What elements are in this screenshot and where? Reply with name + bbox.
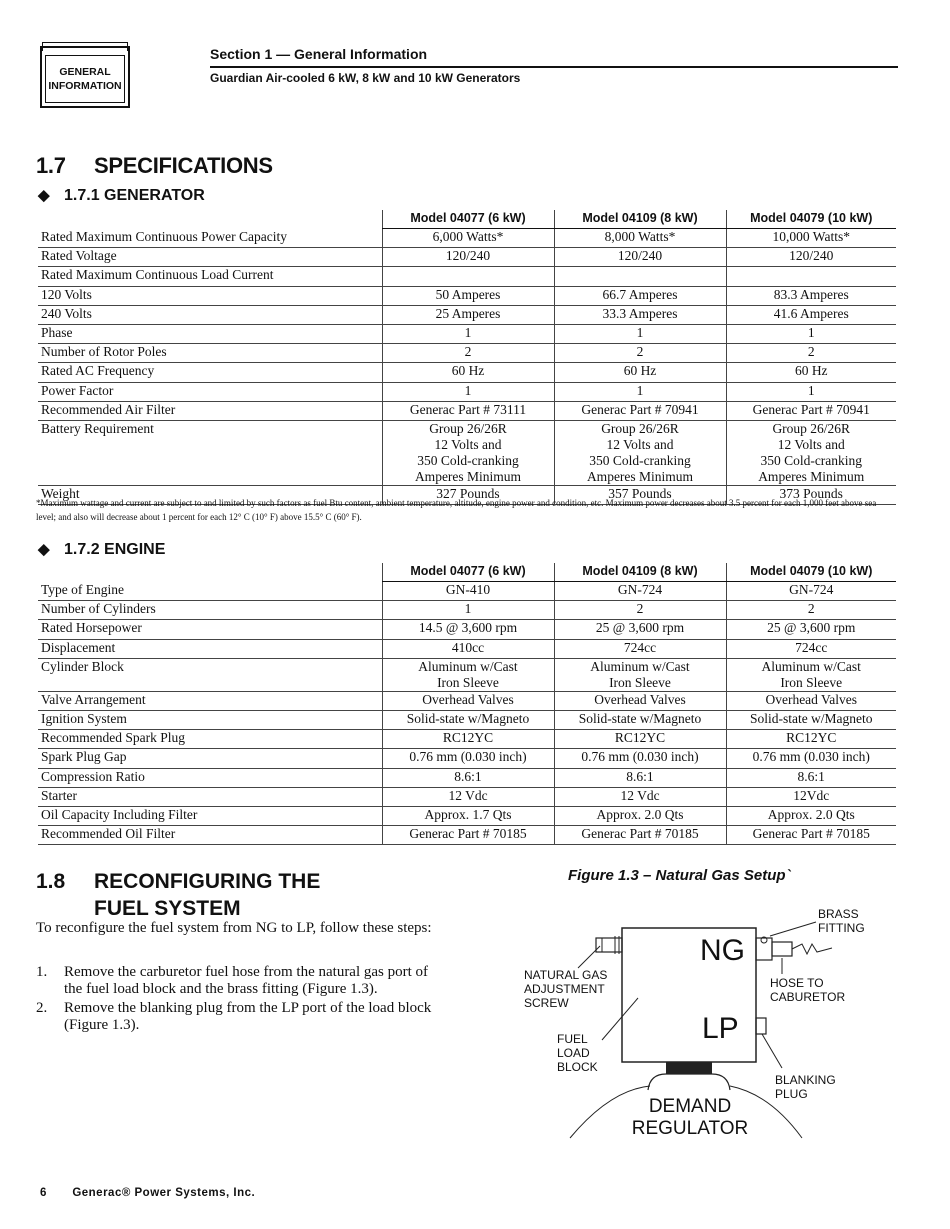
row-value: 12Vdc <box>726 787 896 806</box>
row-value: 8,000 Watts* <box>554 229 726 248</box>
generator-heading <box>38 186 205 205</box>
cylinder-cell-0 <box>382 658 554 691</box>
list-item <box>36 1000 438 1034</box>
general-information-badge <box>40 46 130 108</box>
engine-title: ENGINE <box>104 541 166 558</box>
row-value: Approx. 2.0 Qts <box>554 806 726 825</box>
row-label: Ignition System <box>38 710 382 729</box>
specifications-heading <box>36 153 273 179</box>
label-line: FUEL <box>557 1032 588 1046</box>
cell-line: Group 26/26R <box>601 420 679 436</box>
row-value: 327 Pounds <box>382 485 554 504</box>
reconfigure-number: 1.8 <box>36 870 66 893</box>
row-value: 66.7 Amperes <box>554 286 726 305</box>
cell-line: Amperes Minimum <box>758 468 865 484</box>
label-line: BLANKING <box>775 1073 836 1087</box>
row-value: 2 <box>726 344 896 363</box>
row-value: 373 Pounds <box>726 485 896 504</box>
row-label: Displacement <box>38 639 382 658</box>
row-label: Spark Plug Gap <box>38 749 382 768</box>
column-header: Model 04077 (6 kW) <box>382 563 554 582</box>
row-value: Solid-state w/Magneto <box>726 710 896 729</box>
company-name: Generac® Power Systems, Inc. <box>72 1187 256 1199</box>
battery-cell-1 <box>554 420 726 485</box>
row-value: Solid-state w/Magneto <box>382 710 554 729</box>
row-value: 0.76 mm (0.030 inch) <box>726 749 896 768</box>
row-value: 60 Hz <box>726 363 896 382</box>
step-number: 2. <box>36 1000 48 1016</box>
row-value: GN-724 <box>726 582 896 601</box>
cell-line: Iron Sleeve <box>780 674 843 690</box>
cell-line: Amperes Minimum <box>586 468 694 484</box>
row-label: Recommended Air Filter <box>38 401 382 420</box>
adjustment-leader-line <box>578 946 600 968</box>
cell-line: Iron Sleeve <box>437 674 499 690</box>
table-row <box>38 286 896 305</box>
table-row <box>38 826 896 845</box>
table-row <box>38 601 896 620</box>
blanking-plug-label <box>775 1073 836 1101</box>
row-value: 357 Pounds <box>554 485 726 504</box>
reconfigure-intro: To reconfigure the fuel system from NG to LP, follow these steps: <box>36 920 432 936</box>
list-item <box>36 964 438 998</box>
regulator-dome-icon <box>648 1074 730 1090</box>
row-label: Number of Cylinders <box>38 601 382 620</box>
cell-line: Iron Sleeve <box>609 674 671 690</box>
step-number: 1. <box>36 964 48 980</box>
label-line: CABURETOR <box>770 990 846 1004</box>
row-value: Approx. 2.0 Qts <box>726 806 896 825</box>
generator-number: 1.7.1 <box>64 187 100 204</box>
hose-to-carburetor-label <box>770 976 845 1004</box>
row-value: 25 Amperes <box>382 305 554 324</box>
table-row <box>38 749 896 768</box>
label-line: FITTING <box>818 921 865 935</box>
row-value: 0.76 mm (0.030 inch) <box>382 749 554 768</box>
label-line: PLUG <box>775 1087 808 1101</box>
row-value: Overhead Valves <box>726 691 896 710</box>
ng-port-label: NG <box>700 934 745 967</box>
table-row <box>38 730 896 749</box>
row-value: 1 <box>726 324 896 343</box>
adjustment-screw-label <box>524 968 607 1010</box>
generator-footnote: *Maximum wattage and current are subject to and limited by such factors as fuel Btu content, ambient temperature, altitude, engine power and condition, etc. Maximum power decreases about 3.5 percent for each 1,000 feet above sea level; and also will decrease about 1 percent for each 12° C (10° F) above 15.5° C (60° F). <box>36 498 877 522</box>
row-value: 410cc <box>382 639 554 658</box>
row-value: 2 <box>554 601 726 620</box>
row-value: 1 <box>554 324 726 343</box>
cell-line: 12 Volts and <box>434 436 502 452</box>
demand-regulator-label <box>616 1096 764 1140</box>
specifications-number: 1.7 <box>36 153 66 178</box>
row-value: 1 <box>382 382 554 401</box>
label-line: HOSE TO <box>770 976 824 990</box>
battery-cell-0 <box>382 420 554 485</box>
label-line: NATURAL GAS <box>524 968 608 982</box>
table-row <box>38 420 896 485</box>
row-value: 12 Vdc <box>382 787 554 806</box>
hose-icon <box>792 944 832 954</box>
column-header: Model 04109 (8 kW) <box>554 563 726 582</box>
row-value: Generac Part # 70941 <box>726 401 896 420</box>
reconfigure-heading <box>36 868 320 922</box>
row-label: Battery Requirement <box>38 420 382 485</box>
cylinder-cell-1 <box>554 658 726 691</box>
table-row <box>38 768 896 787</box>
table-row <box>38 248 896 267</box>
hose-connector-icon <box>772 942 792 956</box>
badge-line1: GENERAL <box>59 66 111 78</box>
row-label: Rated Maximum Continuous Power Capacity <box>38 229 382 248</box>
cell-line: Group 26/26R <box>772 420 851 436</box>
table-row <box>38 658 896 691</box>
table-row <box>38 305 896 324</box>
figure-caption: Figure 1.3 – Natural Gas Setup` <box>568 867 791 884</box>
cell-line: 350 Cold-cranking <box>760 452 863 468</box>
table-row <box>38 806 896 825</box>
column-header: Model 04109 (8 kW) <box>554 210 726 229</box>
row-value: 724cc <box>726 639 896 658</box>
cell-line: Amperes Minimum <box>414 468 522 484</box>
table-row <box>38 382 896 401</box>
row-label: Rated Voltage <box>38 248 382 267</box>
row-label: Weight <box>38 485 382 504</box>
row-value: 8.6:1 <box>554 768 726 787</box>
row-value: Solid-state w/Magneto <box>554 710 726 729</box>
row-value: 2 <box>554 344 726 363</box>
fuel-load-block-label <box>557 1032 598 1074</box>
row-label: Oil Capacity Including Filter <box>38 806 382 825</box>
row-value: RC12YC <box>726 730 896 749</box>
cell-line: 350 Cold-cranking <box>589 452 691 468</box>
column-header: Model 04077 (6 kW) <box>382 210 554 229</box>
row-value: 120/240 <box>382 248 554 267</box>
brass-fitting-icon <box>756 938 772 960</box>
row-value <box>554 267 726 286</box>
row-value: 1 <box>726 382 896 401</box>
row-value: 41.6 Amperes <box>726 305 896 324</box>
row-label: Rated AC Frequency <box>38 363 382 382</box>
row-value: GN-724 <box>554 582 726 601</box>
row-label: Power Factor <box>38 382 382 401</box>
badge-tab-decoration <box>42 42 128 51</box>
row-value: Overhead Valves <box>382 691 554 710</box>
section-subtitle: Guardian Air-cooled 6 kW, 8 kW and 10 kW Generators <box>210 71 521 85</box>
row-value: 33.3 Amperes <box>554 305 726 324</box>
row-label: Starter <box>38 787 382 806</box>
table-row <box>38 229 896 248</box>
table-row <box>38 620 896 639</box>
row-label: Phase <box>38 324 382 343</box>
row-value: Generac Part # 70185 <box>726 826 896 845</box>
cell-line: Aluminum w/Cast <box>761 658 861 674</box>
row-value: RC12YC <box>382 730 554 749</box>
diamond-bullet-icon: ◆ <box>38 541 50 558</box>
row-label: Cylinder Block <box>38 658 382 691</box>
table-header-row <box>38 210 896 229</box>
row-value: 0.76 mm (0.030 inch) <box>554 749 726 768</box>
engine-spec-table <box>38 563 896 845</box>
row-value: 1 <box>554 382 726 401</box>
label-line: DEMAND <box>648 1096 732 1117</box>
row-value: Generac Part # 73111 <box>382 401 554 420</box>
row-label: Type of Engine <box>38 582 382 601</box>
row-value: 10,000 Watts* <box>726 229 896 248</box>
generator-spec-table <box>38 210 896 505</box>
label-line: LOAD <box>557 1046 590 1060</box>
section-title: Section 1 — General Information <box>210 46 428 62</box>
table-row <box>38 267 896 286</box>
table-header-row <box>38 563 896 582</box>
specifications-title: SPECIFICATIONS <box>94 153 273 178</box>
reconfigure-steps <box>36 964 438 1036</box>
table-row <box>38 363 896 382</box>
diamond-bullet-icon: ◆ <box>38 187 50 204</box>
plug-leader-line <box>762 1034 782 1068</box>
step-text: Remove the carburetor fuel hose from the natural gas port of the fuel load block and the brass fitting (Figure 1.3). <box>64 964 429 997</box>
row-label: Recommended Spark Plug <box>38 730 382 749</box>
row-value: 60 Hz <box>554 363 726 382</box>
row-label: Number of Rotor Poles <box>38 344 382 363</box>
brass-fitting-label <box>818 907 865 935</box>
row-value <box>382 267 554 286</box>
label-line: SCREW <box>524 996 569 1010</box>
blanking-plug-icon <box>756 1018 766 1034</box>
load-block-leader-line <box>602 998 638 1040</box>
brass-leader-line <box>770 922 816 936</box>
generator-title: GENERATOR <box>104 187 205 204</box>
row-label: Rated Horsepower <box>38 620 382 639</box>
row-value: 6,000 Watts* <box>382 229 554 248</box>
row-value: 8.6:1 <box>382 768 554 787</box>
label-line: BRASS <box>818 907 859 921</box>
row-label: Valve Arrangement <box>38 691 382 710</box>
label-line: ADJUSTMENT <box>524 982 605 996</box>
row-value: 1 <box>382 601 554 620</box>
row-value: 8.6:1 <box>726 768 896 787</box>
row-value: 25 @ 3,600 rpm <box>554 620 726 639</box>
row-label: Recommended Oil Filter <box>38 826 382 845</box>
reconfigure-title-line2: FUEL SYSTEM <box>94 897 241 920</box>
cell-line: Aluminum w/Cast <box>590 658 690 674</box>
table-row <box>38 691 896 710</box>
row-value: GN-410 <box>382 582 554 601</box>
row-value: 2 <box>726 601 896 620</box>
cylinder-cell-2 <box>726 658 896 691</box>
row-label: 120 Volts <box>38 286 382 305</box>
table-row <box>38 787 896 806</box>
row-value: 1 <box>382 324 554 343</box>
row-label: 240 Volts <box>38 305 382 324</box>
cell-line: Group 26/26R <box>429 420 507 436</box>
row-value: RC12YC <box>554 730 726 749</box>
cell-line: 12 Volts and <box>606 436 674 452</box>
row-value: Generac Part # 70185 <box>554 826 726 845</box>
cell-line: 350 Cold-cranking <box>417 452 519 468</box>
table-row <box>38 639 896 658</box>
column-header: Model 04079 (10 kW) <box>726 563 896 582</box>
row-value: 14.5 @ 3,600 rpm <box>382 620 554 639</box>
adjustment-screw-icon <box>596 938 622 952</box>
column-header: Model 04079 (10 kW) <box>726 210 896 229</box>
table-row <box>38 401 896 420</box>
row-value: Approx. 1.7 Qts <box>382 806 554 825</box>
step-text: Remove the blanking plug from the LP port of the load block (Figure 1.3). <box>64 1000 432 1033</box>
engine-number: 1.7.2 <box>64 541 100 558</box>
row-value: 25 @ 3,600 rpm <box>726 620 896 639</box>
table-row <box>38 582 896 601</box>
row-value: Overhead Valves <box>554 691 726 710</box>
regulator-cap-icon <box>666 1062 712 1074</box>
row-value: 120/240 <box>726 248 896 267</box>
battery-cell-2 <box>726 420 896 485</box>
badge-line2: INFORMATION <box>48 80 122 92</box>
row-value: Generac Part # 70941 <box>554 401 726 420</box>
table-row <box>38 324 896 343</box>
engine-heading <box>38 540 165 559</box>
row-value: Generac Part # 70185 <box>382 826 554 845</box>
row-label: Compression Ratio <box>38 768 382 787</box>
header-rule <box>210 66 898 68</box>
page-footer <box>40 1187 255 1199</box>
label-line: BLOCK <box>557 1060 598 1074</box>
row-value: 724cc <box>554 639 726 658</box>
label-line: REGULATOR <box>631 1118 749 1139</box>
row-value <box>726 267 896 286</box>
row-value: 60 Hz <box>382 363 554 382</box>
cell-line: 12 Volts and <box>777 436 845 452</box>
table-row <box>38 344 896 363</box>
cell-line: Aluminum w/Cast <box>418 658 518 674</box>
row-value: 50 Amperes <box>382 286 554 305</box>
row-value: 120/240 <box>554 248 726 267</box>
row-value: 83.3 Amperes <box>726 286 896 305</box>
reconfigure-title-line1: RECONFIGURING THE <box>94 870 321 893</box>
page-number: 6 <box>40 1187 47 1199</box>
lp-port-label: LP <box>702 1012 739 1045</box>
row-value: 2 <box>382 344 554 363</box>
row-label: Rated Maximum Continuous Load Current <box>38 267 382 286</box>
table-row <box>38 710 896 729</box>
row-value: 12 Vdc <box>554 787 726 806</box>
